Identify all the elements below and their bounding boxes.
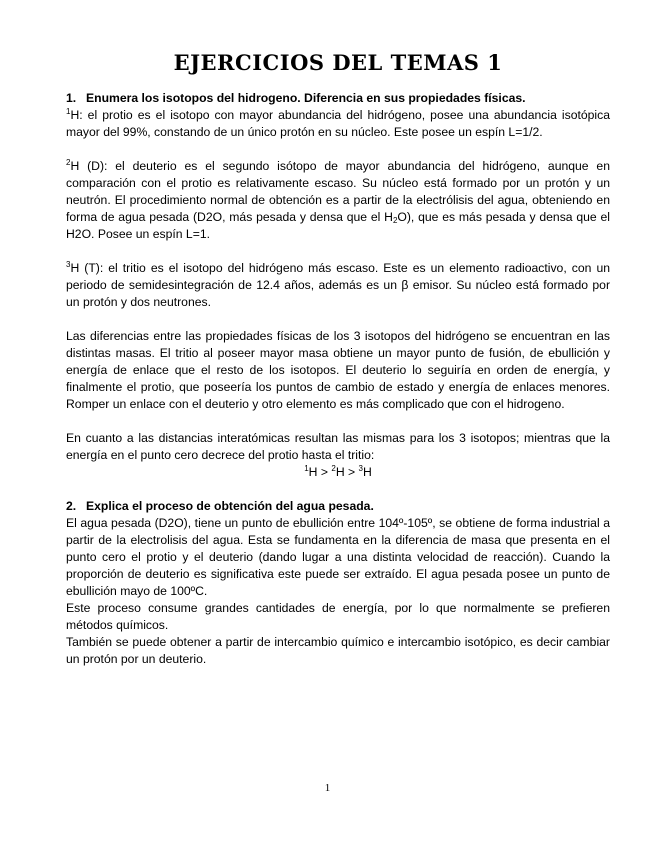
tritium-mass-number: 3 bbox=[66, 260, 71, 269]
document-body bbox=[66, 50, 610, 668]
page-number: 1 bbox=[324, 782, 331, 794]
question-1-text: Enumera los isotopos del hidrogeno. Diferencia en sus propiedades físicas. bbox=[86, 91, 526, 105]
question-2-heading bbox=[66, 498, 610, 515]
deuterium-paragraph bbox=[66, 158, 610, 243]
heavy-water-paragraph-1: El agua pesada (D2O), tiene un punto de ebullición entre 104º-105º, se obtiene de forma industrial a partir de la electrolisis del agua. Esta se fundamenta en la diferencia de masa que presenta en el punto cero el protio y el deuterio (dando lugar a una distinta velocidad de reacción). Cuando la proporción de deuterio es significativa este puede ser extraído. El agua pesada posee un punto de ebullición mayo de 100ºC. bbox=[66, 516, 610, 598]
water-subscript: 2 bbox=[392, 216, 398, 225]
deuterium-text-a: H (D): el deuterio es el segundo isótopo de mayor abundancia del hidrógeno, aunque en comparación con el protio es relativamente escaso. Su núcleo está formado por un protón y un neutrón. El procedimiento normal de obtención es a partir de la electrólisis del agua, obteniendo en forma de agua pesada (D2O, más pesada y densa que el H bbox=[66, 159, 610, 224]
page-title: EJERCICIOS DEL TEMAS 1 bbox=[173, 50, 503, 75]
deuterium-text-b: O), que es más pesada y densa que el H2O. Posee un espín L=1. bbox=[66, 210, 610, 241]
isotope-energy-order bbox=[66, 464, 610, 481]
differences-paragraph: Las diferencias entre las propiedades físicas de los 3 isotopos del hidrógeno se encuentran en las distintas masas. El tritio al poseer mayor masa obtiene un mayor punto de fusión, de ebullición y energía de enlace que el resto de los isotopos. El deuterio lo seguiría en orden de energía, y finalmente el protio, que poseería los puntos de cambio de estado y energía de enlaces menores. Romper un enlace con el deuterio y otro elemento es más complicado que con el hidrogeno. bbox=[66, 329, 610, 411]
order-symbol-3: H bbox=[362, 465, 372, 479]
distances-paragraph: En cuanto a las distancias interatómicas resultan las mismas para los 3 isotopos; mientras que la energía en el punto cero decrece del protio hasta el tritio: bbox=[66, 431, 610, 462]
order-symbol-1: H > bbox=[308, 465, 332, 479]
heavy-water-paragraph-2: Este proceso consume grandes cantidades de energía, por lo que normalmente se prefieren métodos químicos. bbox=[66, 601, 610, 632]
heavy-water-paragraph-3: También se puede obtener a partir de intercambio químico e intercambio isotópico, es decir cambiar un protón por un deuterio. bbox=[66, 635, 610, 666]
question-1-number: 1. bbox=[66, 91, 77, 105]
order-mass-2: 2 bbox=[331, 464, 336, 473]
tritium-text: H (T): el tritio es el isotopo del hidrógeno más escaso. Este es un elemento radioactivo, con un periodo de semidesintegración de 12.4 años, además es un β emisor. Su núcleo está formado por un protón y dos neutrones. bbox=[66, 261, 610, 309]
protium-text: H: el protio es el isotopo con mayor abundancia del hidrógeno, posee una abundancia isotópica mayor del 99%, constando de un único protón en su núcleo. Este posee un espín L=1/2. bbox=[66, 108, 610, 139]
question-2-number: 2. bbox=[66, 499, 77, 513]
order-mass-1: 1 bbox=[304, 464, 309, 473]
order-symbol-2: H > bbox=[335, 465, 359, 479]
tritium-paragraph bbox=[66, 260, 610, 311]
protium-paragraph bbox=[66, 107, 610, 141]
question-2-text: Explica el proceso de obtención del agua pesada. bbox=[86, 499, 374, 513]
deuterium-mass-number: 2 bbox=[66, 158, 71, 167]
question-1-heading bbox=[66, 90, 610, 107]
order-mass-3: 3 bbox=[358, 464, 363, 473]
protium-mass-number: 1 bbox=[66, 107, 71, 116]
